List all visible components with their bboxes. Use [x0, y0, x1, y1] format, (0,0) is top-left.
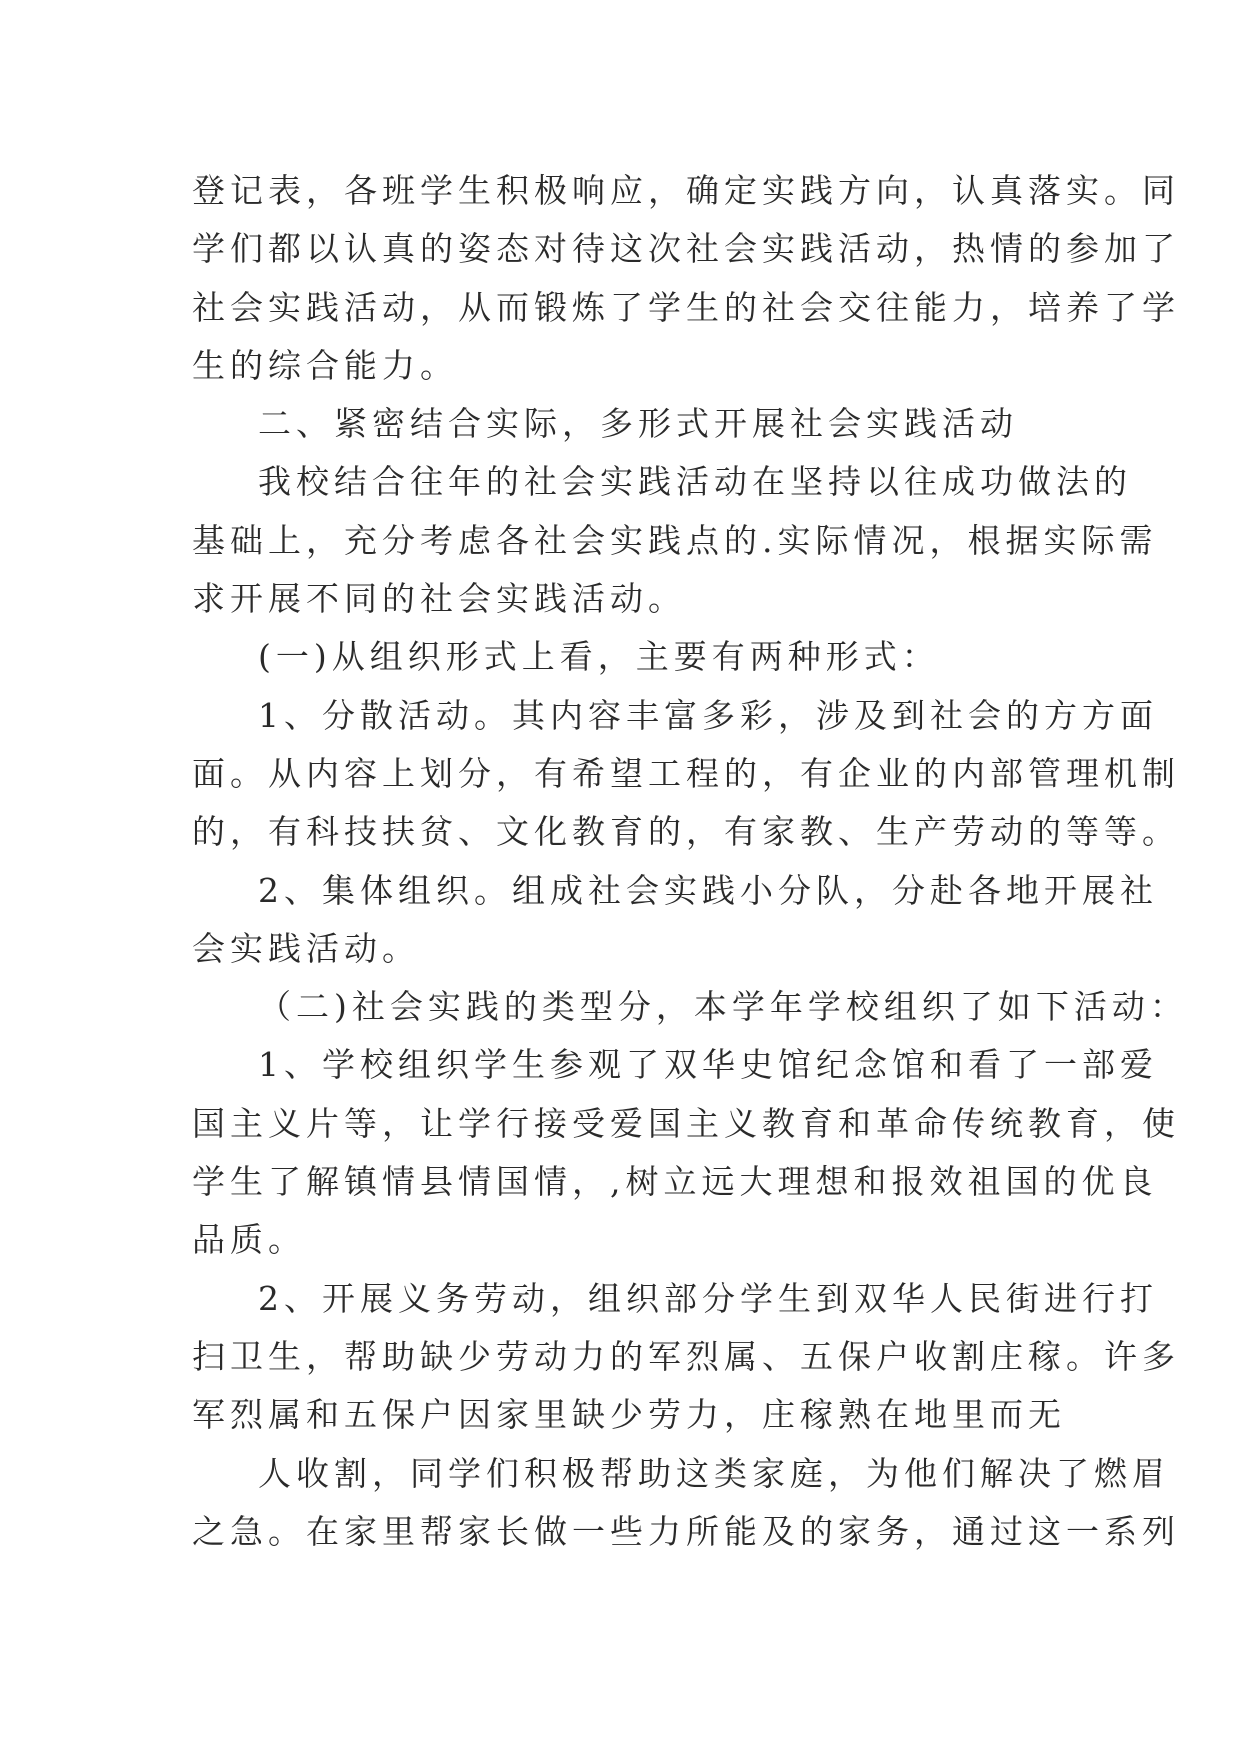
text-line: 之急。在家里帮家长做一些力所能及的家务，通过这一系列 [192, 1511, 1180, 1551]
text-line: 国主义片等，让学行接受爱国主义教育和革命传统教育，使 [192, 1103, 1180, 1143]
text-line: 学生了解镇情县情国情，,树立远大理想和报效祖国的优良 [192, 1162, 1158, 1202]
text-line: 面。从内容上划分，有希望工程的，有企业的内部管理机制 [192, 753, 1180, 793]
text-line: 1、学校组织学生参观了双华史馆纪念馆和看了一部爱 [258, 1045, 1158, 1085]
text-line: 登记表，各班学生积极响应，确定实践方向，认真落实。同 [192, 171, 1180, 210]
section-heading: 二、紧密结合实际，多形式开展社会实践活动 [258, 404, 1018, 444]
text-line: 2、集体组织。组成社会实践小分队，分赴各地开展社 [258, 870, 1158, 910]
text-line: 社会实践活动，从而锻炼了学生的社会交往能力，培养了学 [192, 287, 1180, 327]
text-line: 2、开展义务劳动，组织部分学生到双华人民街进行打 [258, 1278, 1158, 1318]
subsection-heading: （二)社会实践的类型分，本学年学校组织了如下活动： [258, 987, 1188, 1027]
text-line: 1、分散活动。其内容丰富多彩，涉及到社会的方方面 [258, 695, 1158, 735]
text-line: 的，有科技扶贫、文化教育的，有家教、生产劳动的等等。 [192, 812, 1180, 852]
text-line: 会实践活动。 [192, 928, 420, 968]
body-text [192, 162, 1188, 1561]
text-line: 扫卫生，帮助缺少劳动力的军烈属、五保户收割庄稼。许多 [192, 1336, 1180, 1376]
text-line: 品质。 [192, 1220, 306, 1260]
text-line: 生的综合能力。 [192, 345, 458, 385]
text-line: 求开展不同的社会实践活动。 [192, 579, 686, 619]
text-line: 基础上，充分考虑各社会实践点的.实际情况，根据实际需 [192, 520, 1158, 560]
subsection-heading: (一)从组织形式上看，主要有两种形式： [258, 637, 940, 677]
text-line: 学们都以认真的姿态对待这次社会实践活动，热情的参加了 [192, 229, 1180, 269]
text-line: 军烈属和五保户因家里缺少劳力，庄稼熟在地里而无 [192, 1395, 1066, 1435]
text-line: 人收割，同学们积极帮助这类家庭，为他们解决了燃眉 [258, 1453, 1170, 1493]
text-line: 我校结合往年的社会实践活动在坚持以往成功做法的 [258, 462, 1132, 502]
